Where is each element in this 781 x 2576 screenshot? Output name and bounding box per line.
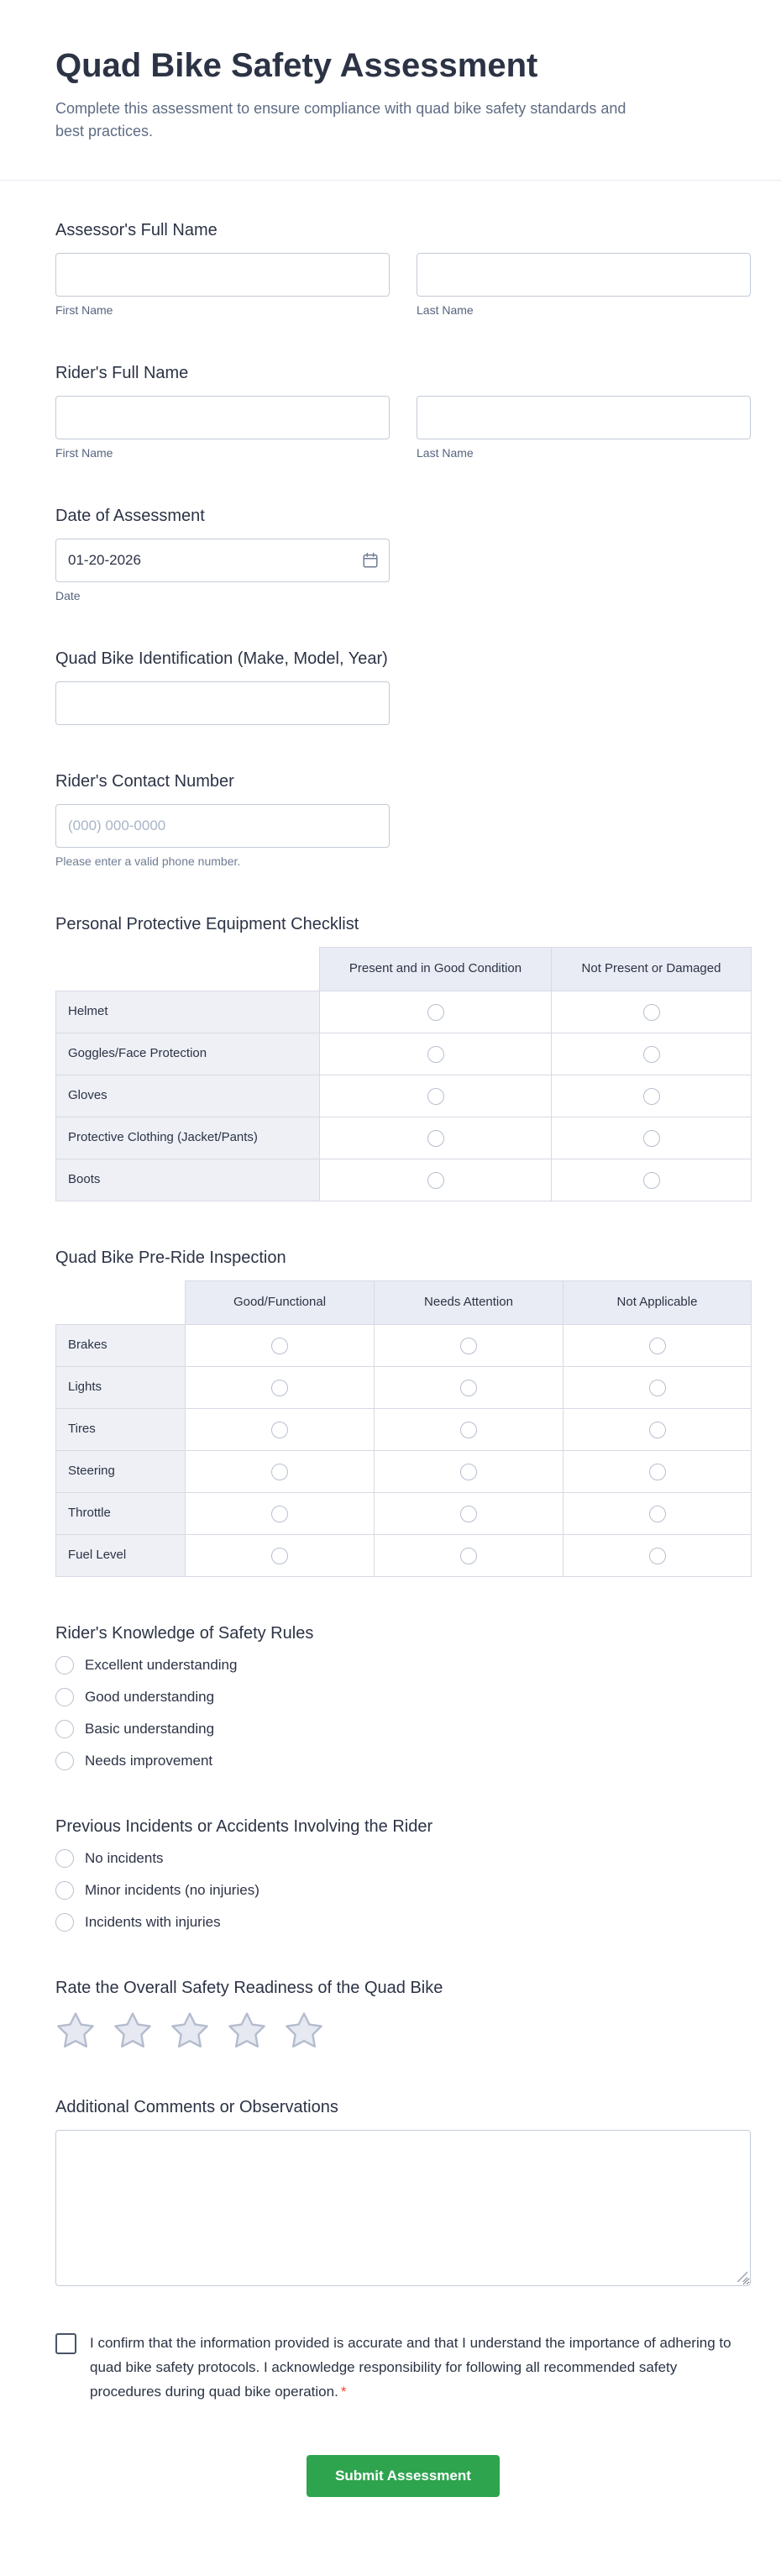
question-confirmation: [55, 2332, 751, 2405]
matrix-radio[interactable]: [427, 1046, 444, 1063]
matrix-row-label: Protective Clothing (Jacket/Pants): [56, 1117, 320, 1159]
star-icon[interactable]: [227, 2011, 267, 2051]
matrix-row: [56, 1451, 752, 1493]
name-row: [55, 253, 751, 317]
radio-option[interactable]: [55, 1752, 751, 1770]
matrix-radio[interactable]: [460, 1338, 477, 1354]
radio-option[interactable]: [55, 1688, 751, 1706]
preride-table: [55, 1280, 752, 1577]
radio-icon[interactable]: [55, 1913, 74, 1932]
field-last-name: [417, 396, 751, 460]
matrix-radio[interactable]: [271, 1338, 288, 1354]
matrix-cell: [186, 1493, 375, 1535]
field-sublabel: Last Name: [417, 446, 474, 460]
radio-option[interactable]: [55, 1720, 751, 1738]
required-asterisk: *: [340, 2383, 347, 2400]
field-sublabel: First Name: [55, 446, 113, 460]
matrix-cell: [320, 991, 552, 1033]
question-preride-inspection: [55, 1247, 751, 1577]
textarea-wrap: [55, 2130, 751, 2286]
matrix-row-label: Goggles/Face Protection: [56, 1033, 320, 1075]
question-label: Personal Protective Equipment Checklist: [55, 915, 359, 933]
matrix-row: [56, 1075, 752, 1117]
matrix-row: [56, 1117, 752, 1159]
question-label: Quad Bike Pre-Ride Inspection: [55, 1249, 286, 1267]
field-sublabel: Last Name: [417, 303, 474, 317]
matrix-row-label: Boots: [56, 1159, 320, 1201]
radio-option-label: Needs improvement: [85, 1753, 213, 1769]
date-input-wrap: [55, 539, 390, 582]
matrix-cell: [375, 1367, 563, 1409]
question-incidents: [55, 1816, 751, 1932]
radio-option-label: No incidents: [85, 1850, 164, 1866]
matrix-cell: [563, 1325, 752, 1367]
matrix-radio[interactable]: [649, 1548, 666, 1564]
matrix-cell: [186, 1325, 375, 1367]
matrix-column-header: Not Applicable: [563, 1281, 752, 1325]
radio-option-label: Good understanding: [85, 1689, 215, 1705]
matrix-radio[interactable]: [649, 1380, 666, 1396]
question-label: Additional Comments or Observations: [55, 2098, 338, 2116]
form-title: Quad Bike Safety Assessment: [55, 47, 538, 84]
name-row: [55, 396, 751, 460]
field-first-name: [55, 253, 390, 317]
matrix-radio[interactable]: [271, 1422, 288, 1438]
matrix-cell: [375, 1451, 563, 1493]
radio-option[interactable]: [55, 1881, 751, 1900]
assessor-first-name-input[interactable]: [55, 253, 390, 297]
matrix-cell: [552, 991, 752, 1033]
matrix-cell: [186, 1367, 375, 1409]
radio-icon[interactable]: [55, 1752, 74, 1770]
question-assessor-name: [55, 219, 751, 317]
matrix-cell: [552, 1159, 752, 1201]
question-label: Quad Bike Identification (Make, Model, Year): [55, 649, 388, 668]
question-phone: [55, 770, 751, 868]
matrix-row: [56, 1493, 752, 1535]
matrix-radio[interactable]: [271, 1464, 288, 1480]
phone-helper-text: Please enter a valid phone number.: [55, 854, 241, 868]
matrix-corner-cell: [56, 948, 320, 991]
matrix-radio[interactable]: [271, 1548, 288, 1564]
form-body: [0, 181, 781, 2531]
question-label: Rider's Knowledge of Safety Rules: [55, 1624, 314, 1643]
matrix-cell: [186, 1409, 375, 1451]
radio-option-label: Excellent understanding: [85, 1657, 238, 1673]
question-label: Date of Assessment: [55, 507, 205, 525]
radio-option[interactable]: [55, 1849, 751, 1868]
star-icon[interactable]: [55, 2011, 96, 2051]
matrix-cell: [375, 1409, 563, 1451]
matrix-cell: [375, 1535, 563, 1577]
matrix-radio[interactable]: [643, 1004, 660, 1021]
matrix-radio[interactable]: [460, 1506, 477, 1522]
question-ppe-checklist: [55, 913, 751, 1201]
matrix-cell: [563, 1493, 752, 1535]
field-first-name: [55, 396, 390, 460]
confirmation-text: [90, 2332, 751, 2405]
matrix-row: [56, 1325, 752, 1367]
question-quad-id: [55, 648, 751, 725]
question-label: Rate the Overall Safety Readiness of the Quad Bike: [55, 1979, 443, 1997]
matrix-radio[interactable]: [271, 1380, 288, 1396]
field-quad-id: [55, 681, 390, 725]
radio-option[interactable]: [55, 1913, 751, 1932]
quad-id-input[interactable]: [55, 681, 390, 725]
radio-option[interactable]: [55, 1656, 751, 1674]
field-sublabel: Date: [55, 589, 81, 602]
confirmation-statement: I confirm that the information provided is accurate and that I understand the importance of adhering to quad bike safety protocols. I acknowledge responsibility for following all recommended safety procedures during quad bike operation.: [90, 2335, 731, 2400]
matrix-cell: [563, 1451, 752, 1493]
matrix-column-header: Needs Attention: [375, 1281, 563, 1325]
matrix-cell: [320, 1117, 552, 1159]
matrix-row-label: Brakes: [56, 1325, 186, 1367]
radio-icon[interactable]: [55, 1849, 74, 1868]
comments-textarea[interactable]: [55, 2130, 751, 2286]
ppe-table: [55, 947, 752, 1201]
matrix-radio[interactable]: [643, 1046, 660, 1063]
star-icon[interactable]: [113, 2011, 153, 2051]
matrix-cell: [552, 1075, 752, 1117]
question-date: [55, 505, 751, 602]
question-knowledge: [55, 1622, 751, 1770]
matrix-row: [56, 1033, 752, 1075]
matrix-row-label: Gloves: [56, 1075, 320, 1117]
matrix-radio[interactable]: [427, 1172, 444, 1189]
matrix-cell: [375, 1325, 563, 1367]
matrix-radio[interactable]: [427, 1004, 444, 1021]
matrix-radio[interactable]: [271, 1506, 288, 1522]
matrix-cell: [563, 1535, 752, 1577]
matrix-row: [56, 1367, 752, 1409]
radio-option-label: Incidents with injuries: [85, 1914, 221, 1930]
field-date: [55, 539, 390, 602]
calendar-icon[interactable]: [361, 551, 380, 570]
matrix-column-header: Present and in Good Condition: [320, 948, 552, 991]
radio-option-label: Basic understanding: [85, 1721, 215, 1737]
matrix-row-label: Tires: [56, 1409, 186, 1451]
matrix-cell: [552, 1117, 752, 1159]
matrix-row-label: Throttle: [56, 1493, 186, 1535]
matrix-row: [56, 991, 752, 1033]
form-subtitle: Complete this assessment to ensure compliance with quad bike safety standards and best practices.: [55, 100, 626, 139]
field-last-name: [417, 253, 751, 317]
matrix-cell: [375, 1493, 563, 1535]
matrix-cell: [186, 1451, 375, 1493]
radio-icon[interactable]: [55, 1688, 74, 1706]
matrix-radio[interactable]: [427, 1088, 444, 1105]
date-input[interactable]: [55, 539, 390, 582]
matrix-radio[interactable]: [460, 1548, 477, 1564]
matrix-cell: [320, 1159, 552, 1201]
matrix-cell: [563, 1367, 752, 1409]
question-rider-name: [55, 362, 751, 460]
matrix-cell: [552, 1033, 752, 1075]
matrix-row: [56, 1409, 752, 1451]
matrix-radio[interactable]: [460, 1422, 477, 1438]
matrix-row-label: Helmet: [56, 991, 320, 1033]
field-sublabel: First Name: [55, 303, 113, 317]
matrix-row-label: Fuel Level: [56, 1535, 186, 1577]
question-label: Previous Incidents or Accidents Involving the Rider: [55, 1817, 433, 1836]
matrix-cell: [563, 1409, 752, 1451]
star-rating: [55, 2011, 751, 2051]
matrix-row: [56, 1159, 752, 1201]
knowledge-options: [55, 1656, 751, 1770]
submit-button[interactable]: Submit Assessment: [307, 2455, 500, 2497]
matrix-radio[interactable]: [643, 1130, 660, 1147]
submit-row: [55, 2455, 751, 2497]
matrix-radio[interactable]: [460, 1380, 477, 1396]
matrix-radio[interactable]: [427, 1130, 444, 1147]
matrix-radio[interactable]: [643, 1088, 660, 1105]
radio-icon[interactable]: [55, 1656, 74, 1674]
matrix-cell: [320, 1033, 552, 1075]
confirmation-checkbox[interactable]: [55, 2333, 76, 2354]
question-rating: [55, 1977, 751, 2051]
assessor-last-name-input[interactable]: [417, 253, 751, 297]
question-comments: [55, 2096, 751, 2286]
radio-icon[interactable]: [55, 1881, 74, 1900]
matrix-radio[interactable]: [643, 1172, 660, 1189]
matrix-row-label: Lights: [56, 1367, 186, 1409]
rider-first-name-input[interactable]: [55, 396, 390, 439]
matrix-cell: [320, 1075, 552, 1117]
phone-input[interactable]: [55, 804, 390, 848]
question-label: Rider's Full Name: [55, 364, 189, 382]
field-phone: [55, 804, 390, 868]
matrix-radio[interactable]: [649, 1422, 666, 1438]
matrix-radio[interactable]: [460, 1464, 477, 1480]
incidents-options: [55, 1849, 751, 1932]
matrix-cell: [186, 1535, 375, 1577]
matrix-column-header: Not Present or Damaged: [552, 948, 752, 991]
radio-option-label: Minor incidents (no injuries): [85, 1882, 259, 1898]
star-icon[interactable]: [284, 2011, 324, 2051]
matrix-radio[interactable]: [649, 1506, 666, 1522]
matrix-row-label: Steering: [56, 1451, 186, 1493]
matrix-column-header: Good/Functional: [186, 1281, 375, 1325]
matrix-radio[interactable]: [649, 1338, 666, 1354]
star-icon[interactable]: [170, 2011, 210, 2051]
matrix-corner-cell: [56, 1281, 186, 1325]
question-label: Rider's Contact Number: [55, 772, 234, 791]
rider-last-name-input[interactable]: [417, 396, 751, 439]
matrix-radio[interactable]: [649, 1464, 666, 1480]
question-label: Assessor's Full Name: [55, 221, 218, 239]
radio-icon[interactable]: [55, 1720, 74, 1738]
form-header: [0, 0, 781, 181]
matrix-row: [56, 1535, 752, 1577]
confirmation-row[interactable]: [55, 2332, 751, 2405]
